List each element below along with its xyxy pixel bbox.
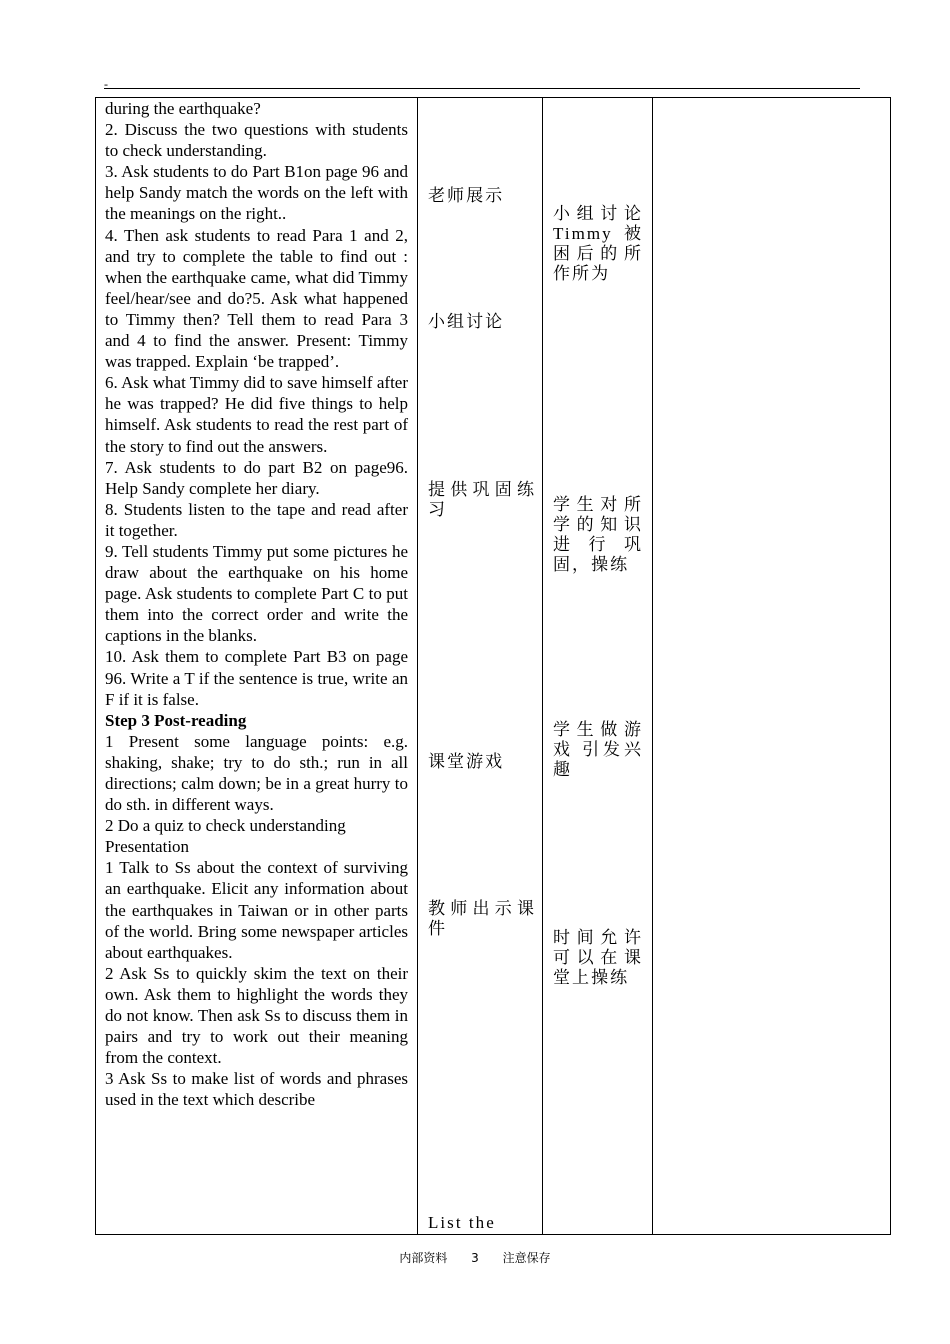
step-paragraph: 3 Ask Ss to make list of words and phrases used in the text which describe <box>105 1069 408 1110</box>
step-paragraph: Presentation <box>105 837 190 857</box>
teacher-activity-note: List the <box>428 1213 496 1232</box>
page-footer <box>0 1249 950 1266</box>
teaching-steps-cell <box>96 98 418 1235</box>
teacher-activity-note: 小组讨论 <box>428 312 505 331</box>
step-paragraph: during the earthquake? <box>105 99 261 118</box>
step-paragraph: 8. Students listen to the tape and read after it together. <box>105 499 408 540</box>
purpose-note: 小组讨论Timmy被困后的所作所为 <box>553 204 643 283</box>
step-paragraph: 10. Ask them to complete Part B3 on page 96. Write a T if the sentence is true, write an F if it is false. <box>105 647 408 709</box>
lesson-plan-table <box>95 97 891 1235</box>
purpose-note: 时间允许可以在课堂上操练 <box>553 928 643 987</box>
teacher-activity-note: 教师出示课件 <box>428 899 536 938</box>
step-heading-text: Step 3 Post-reading <box>105 710 247 730</box>
purpose-cell <box>543 98 653 1235</box>
step-paragraph: 2 Do a quiz to check understanding <box>105 816 346 836</box>
teacher-activity-note: 老师展示 <box>428 186 505 205</box>
step-paragraph: 9. Tell students Timmy put some pictures he draw about the earthquake on his home page. Ask students to complete Part C to put them into the correct order and write the captions in the blanks. <box>105 541 408 646</box>
step-paragraph: 2. Discuss the two questions with students to check understanding. <box>105 120 408 161</box>
header-rule <box>104 88 860 89</box>
purpose-note: 学生对所学的知识进行巩固，操练 <box>553 495 643 574</box>
page-number: 3 <box>471 1251 479 1265</box>
header-dash: - <box>104 77 108 91</box>
step-paragraph: 7. Ask students to do part B2 on page96. Help Sandy complete her diary. <box>105 457 408 498</box>
footer-left-text: 内部资料 <box>399 1251 448 1265</box>
step-paragraph: 2 Ask Ss to quickly skim the text on their own. Ask them to highlight the words they do not know. Then ask Ss to discuss them in pairs and try to work out their meaning from the context. <box>105 963 408 1068</box>
teaching-steps <box>96 98 417 1111</box>
step-heading <box>105 710 408 731</box>
teacher-activity-note: 课堂游戏 <box>428 752 505 771</box>
purpose-note: 学生做游戏 引发兴趣 <box>553 720 643 779</box>
table-row <box>96 98 891 1235</box>
step-paragraph: 1 Talk to Ss about the context of surviving an earthquake. Elicit any information about the earthquakes in Taiwan or in other parts of the world. Bring some newspaper articles about earthquakes. <box>105 858 408 962</box>
step-paragraph: 6. Ask what Timmy did to save himself after he was trapped? He did five things to help himself. Ask students to read the rest part of the story to find out the answers. <box>105 373 408 456</box>
remarks-cell <box>653 98 891 1235</box>
step-paragraph: 1 Present some language points: e.g. shaking, shake; try to do sth.; run in all directions; calm down; be in a great hurry to do sth. in different ways. <box>105 731 408 815</box>
step-paragraph: 4. Then ask students to read Para 1 and 2, and try to complete the table to find out : when the earthquake came, what did Timmy feel/hear/see and do?5. Ask what happened to Timmy then? Tell them to read Para 3 and 4 to find the answer. Present: Timmy was trapped. Explain ‘be trapped’. <box>105 225 408 372</box>
step-paragraph: 3. Ask students to do Part B1on page 96 and help Sandy match the words on the left with the meanings on the right.. <box>105 162 408 224</box>
footer-right-text: 注意保存 <box>502 1251 551 1265</box>
teacher-activity-note: 提供巩固练习 <box>428 480 536 519</box>
teacher-activity-cell <box>418 98 543 1235</box>
